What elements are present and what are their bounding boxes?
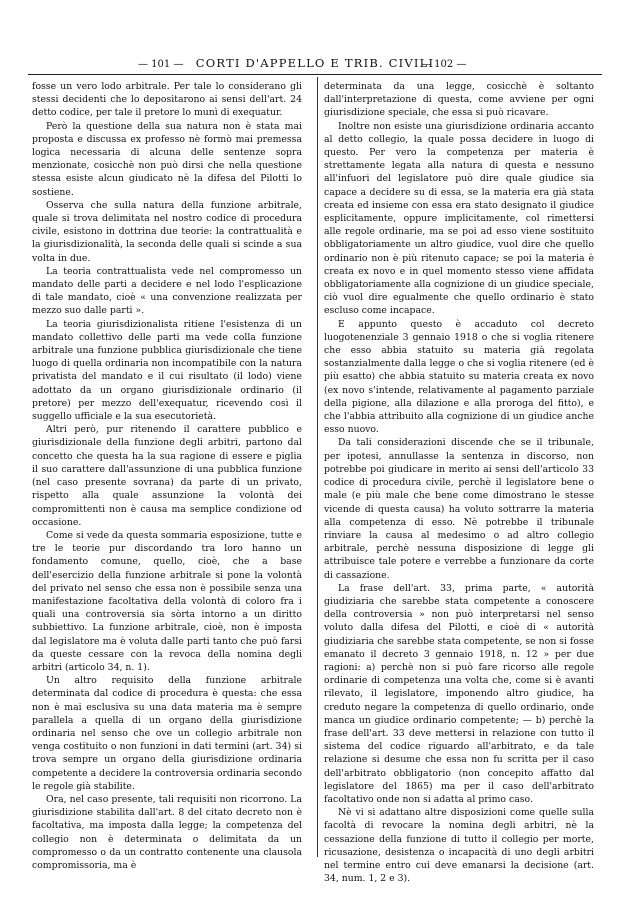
right-page-number: — 102 — <box>421 59 467 70</box>
paragraph: fosse un vero lodo arbitrale. Per tale lo considerano gli stessi decidenti che lo depositarono ai sensi dell'art. 24 detto codice, per tale il pretore lo munì di exequatur. <box>32 81 302 119</box>
left-column <box>32 80 302 872</box>
paragraph: La teoria giurisdizionalista ritiene l'esistenza di un mandato collettivo delle parti ma vede colla funzione arbitrale una funzione pubblica giurisdizionale che tiene luogo di quella ordinaria non incompatibile con la natura privatista del mandato e il cui risultato (il lodo) viene adottato da un organo giurisdizionale ordinario (il pretore) per mezzo dell'exequatur, ricevendo così il suggello ufficiale e la sua esecutorietà. <box>32 318 302 423</box>
paragraph: Altri però, pur ritenendo il carattere pubblico e giurisdizionale della funzione degli arbitri, partono dal concetto che questa ha la sua ragione di essere e piglia il suo carattere dall'assunzione di una pubblica funzione (nel caso presente sovrana) da parte di un privato, rispetto alla quale assunzione la volontà dei compromittenti non è causa ma semplice condizione od occasione. <box>32 424 302 528</box>
running-title: CORTI D'APPELLO E TRIB. CIVILI <box>195 56 435 70</box>
right-column <box>324 80 594 885</box>
paragraph: Da tali considerazioni discende che se il tribunale, per ipotesi, annullasse la sentenza in discorso, non potrebbe poi giudicare in merito ai sensi dell'articolo 33 codice di procedura civile, perchè il legislatore bene o male (e più male che bene come dimostrano le stesse vicende di questa causa) ha voluto sottrarre la materia alla competenza di esso. Nè potrebbe il tribunale rinviare la causa al medesimo o ad altro collegio arbitrale, perchè nessuna disposizione di legge gli attribuisce tale potere e verrebbe a funzionare da corte di cassazione. <box>324 437 594 581</box>
paragraph: E appunto questo è accaduto col decreto luogotenenziale 3 gennaio 1918 o che si voglia ritenere che esso abbia statuito su materia già regolata sostanzialmente dalla legge o che si voglia ritenere (ed è più esatto) che abbia statuito su materia creata ex novo (ex novo s'intende, relativamente al pagamento parziale della pigione, alla dilazione e alla proroga del fitto), e che l'abbia attribuito alla cognizione di un giudice anche esso nuovo. <box>324 318 594 436</box>
paragraph: La frase dell'art. 33, prima parte, « autorità giudiziaria che sarebbe stata competente a conoscere della controversia » non può interpretarsi nel senso voluto dalla difesa del Pilotti, e cioè di « autorità giudiziaria che sarebbe stata competente, se non si fosse emanato il decreto 3 gennaio 1918, n. 12 » per due ragioni: a) perchè non si può fare ricorso alle regole ordinarie di competenza una volta che, come si è avanti rilevato, il legislatore, imponendo altro giudice, ha creduto negare la competenza di quello ordinario, onde manca un giudice ordinario competente; — b) perchè la frase dell'art. 33 deve mettersi in relazione con tutto il sistema del codice riguardo all'arbitrato, e da tale relazione si desume che essa non fu scritta per il caso dell'arbitrato obbligatorio (non concepito affatto dal legislatore del 1865) ma per il caso dell'arbitrato facoltativo onde non si adatta al primo caso. <box>324 582 594 805</box>
header-rule <box>28 74 602 75</box>
paragraph: Nè vi si adattano altre disposizioni come quelle sulla facoltà di revocare la nomina degli arbitri, nè la cessazione della funzione di tutto il collegio per morte, ricusazione, desistenza o incapacità di uno degli arbitri nel termine entro cui deve emanarsi la decisione (art. 34, num. 1, 2 e 3). <box>324 807 594 885</box>
paragraph: Osserva che sulla natura della funzione arbitrale, quale si trova delimitata nel nostro codice di procedura civile, esistono in dottrina due teorie: la contrattualità e la giurisdizionalità, la seconda delle quali si scinde a sua volta in due. <box>32 199 302 264</box>
paragraph: Ora, nel caso presente, tali requisiti non ricorrono. La giurisdizione stabilita dall'art. 8 del citato decreto non è facoltativa, ma imposta dalla legge; la competenza del collegio non è determinata o delimitata da un compromesso o da un contratto contenente una clausola compromissoria, ma è <box>32 793 302 871</box>
paragraph: determinata da una legge, cosicchè è soltanto dall'interpretazione di questa, come avviene per ogni giurisdizione speciale, che essa si può ricavare. <box>324 81 594 119</box>
paragraph: Un altro requisito della funzione arbitrale determinata dal codice di procedura è questa: che essa non è mai esclusiva su una data materia ma è sempre parallela a quella di un organo della giurisdizione ordinaria nel senso che ove un collegio arbitrale non venga costituito o non funzioni in dati termini (art. 34) si trova sempre un organo della giurisdizione ordinaria competente a decidere la controversia ordinaria secondo le regole già stabilite. <box>32 675 302 792</box>
paragraph: Inoltre non esiste una giurisdizione ordinaria accanto al detto collegio, la quale possa decidere in luogo di questo. Per vero la competenza per materia è strettamente legata alla natura di questa e nessuno all'infuori del legislatore può dire quale giudice sia capace a decidere su di essa, se la materia era già stata creata ed insieme con essa era stato designato il giudice esplicitamente, oppure implicitamente, col rimettersi alle regole ordinarie, ma se poi ad esso viene sostituito obbligatoriamente un altro giudice, vuol dire che quello ordinario non è più ritenuto capace; se poi la materia è creata ex novo e in quel momento stesso viene affidata obbligatoriamente alla cognizione di un giudice speciale, ciò vuol dire egualmente che quello ordinario è stato escluso come incapace. <box>324 120 594 317</box>
paragraph: Però la questione della sua natura non è stata mai proposta e discussa ex professo nè formò mai premessa logica necessaria di alcuna delle sentenze sopra menzionate, cosicchè non può dirsi che nella questione stessa esiste alcun giudicato nè la difesa del Pilotti lo sostiene. <box>32 120 302 198</box>
left-page-number: — 101 — <box>138 59 184 70</box>
paragraph: La teoria contrattualista vede nel compromesso un mandato delle parti a decidere e nel lodo l'esplicazione di tale mandato, cioè « una convenzione realizzata per mezzo suo dalle parti ». <box>32 265 302 317</box>
paragraph: Come si vede da questa sommaria esposizione, tutte e tre le teorie pur discordando tra loro hanno un fondamento comune, quello, cioè, che a base dell'esercizio della funzione arbitrale si pone la volontà del privato nel senso che essa non è possibile senza una manifestazione facoltativa della volontà di coloro fra i quali una controversia sia sòrta intorno a un diritto subbiettivo. La funzione arbitrale, cioè, non è imposta dal legislatore ma è voluta dalle parti tanto che può farsi da queste cessare con la revoca della nomina degli arbitri (articolo 34, n. 1). <box>32 529 302 673</box>
page-header <box>28 56 602 72</box>
column-divider <box>317 77 318 857</box>
